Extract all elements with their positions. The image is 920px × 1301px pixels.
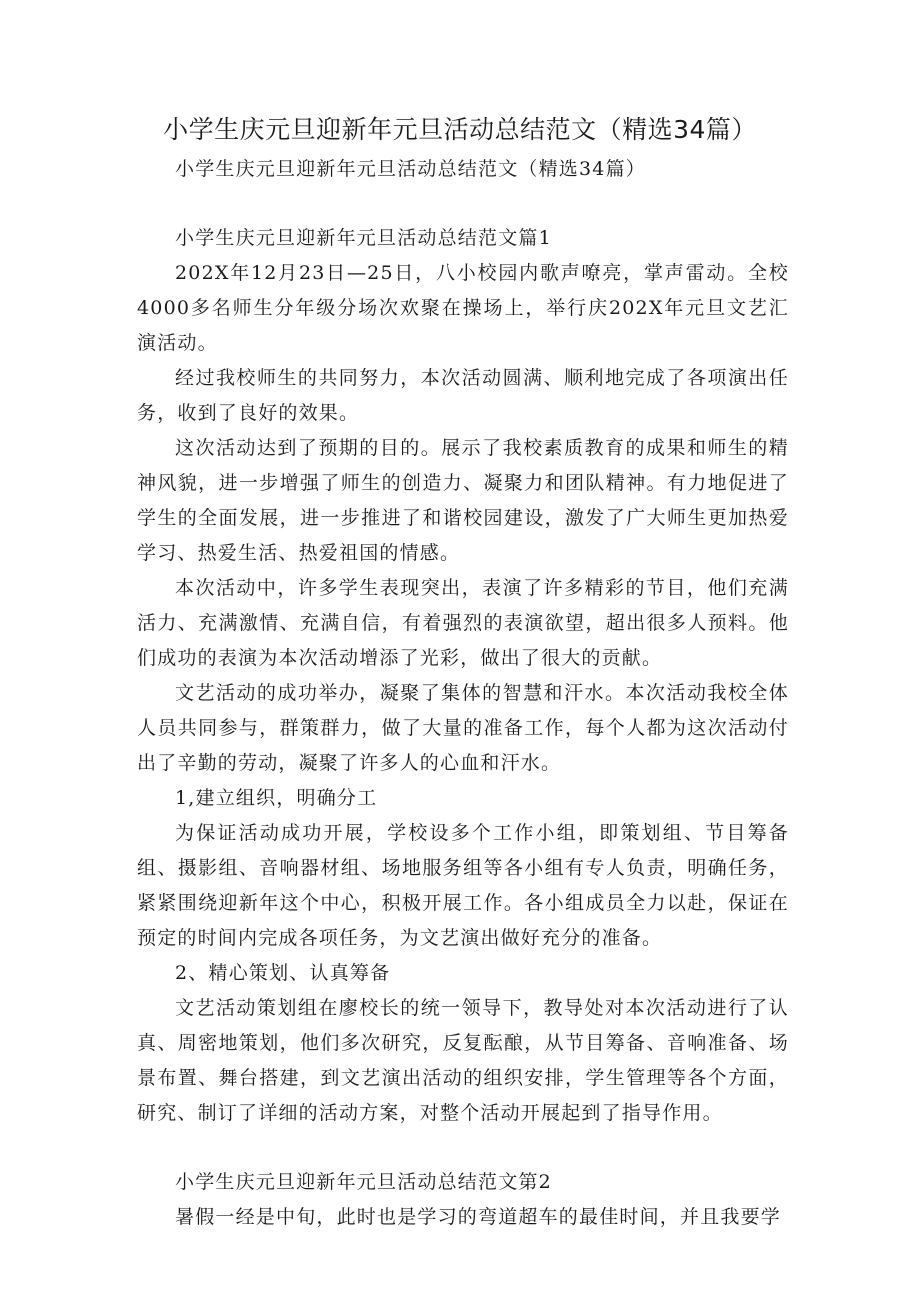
body-paragraph: 为保证活动成功开展，学校设多个工作小组，即策划组、节目筹备组、摄影组、音响器材组、场地服务组等各小组有专人负责，明确任务，紧紧围绕迎新年这个中心，积极开展工作。各小组成员全力以赴，保证在预定的时间内完成各项任务，为文艺演出做好充分的准备。 [137, 822, 789, 949]
body-paragraph: 文艺活动策划组在廖校长的统一领导下，教导处对本次活动进行了认真、周密地策划，他们多次研究，反复酝酿，从节目筹备、音响准备、场景布置、舞台搭建，到文艺演出活动的组织安排，学生管理等各个方面，研究、制订了详细的活动方案，对整个活动开展起到了指导作用。 [137, 997, 789, 1124]
section-heading-2: 小学生庆元旦迎新年元旦活动总结范文第2 [175, 1171, 552, 1193]
body-paragraph: 这次活动达到了预期的目的。展示了我校素质教育的成果和师生的精神风貌，进一步增强了师生的创造力、凝聚力和团队精神。有力地促进了学生的全面发展，进一步推进了和谐校园建设，激发了广大师生更加热爱学习、热爱生活、热爱祖国的情感。 [137, 437, 789, 564]
body-paragraph: 经过我校师生的共同努力，本次活动圆满、顺利地完成了各项演出任务，收到了良好的效果。 [137, 367, 789, 424]
body-paragraph: 本次活动中，许多学生表现突出，表演了许多精彩的节目，他们充满活力、充满激情、充满自信，有着强烈的表演欲望，超出很多人预料。他们成功的表演为本次活动增添了光彩，做出了很大的贡献。 [137, 577, 789, 669]
document-body [137, 152, 789, 1235]
body-paragraph: 暑假一经是中旬，此时也是学习的弯道超车的最佳时间，并且我要学 [175, 1206, 782, 1228]
body-paragraph: 文艺活动的成功举办，凝聚了集体的智慧和汗水。本次活动我校全体人员共同参与，群策群力，做了大量的准备工作，每个人都为这次活动付出了辛勤的劳动，凝聚了许多人的心血和汗水。 [137, 682, 789, 774]
item-heading-2: 2、精心策划、认真筹备 [175, 962, 391, 984]
section-heading-1: 小学生庆元旦迎新年元旦活动总结范文篇1 [175, 227, 552, 249]
body-paragraph: 202X年12月23日—25日，八小校园内歌声嘹亮，掌声雷动。全校4000多名师生分年级分场次欢聚在操场上，举行庆202X年元旦文艺汇演活动。 [137, 262, 789, 354]
document-title: 小学生庆元旦迎新年元旦活动总结范文（精选34篇） [163, 115, 757, 144]
document-subtitle: 小学生庆元旦迎新年元旦活动总结范文（精选34篇） [175, 158, 646, 180]
item-heading-1: 1,建立组织，明确分工 [175, 787, 378, 809]
